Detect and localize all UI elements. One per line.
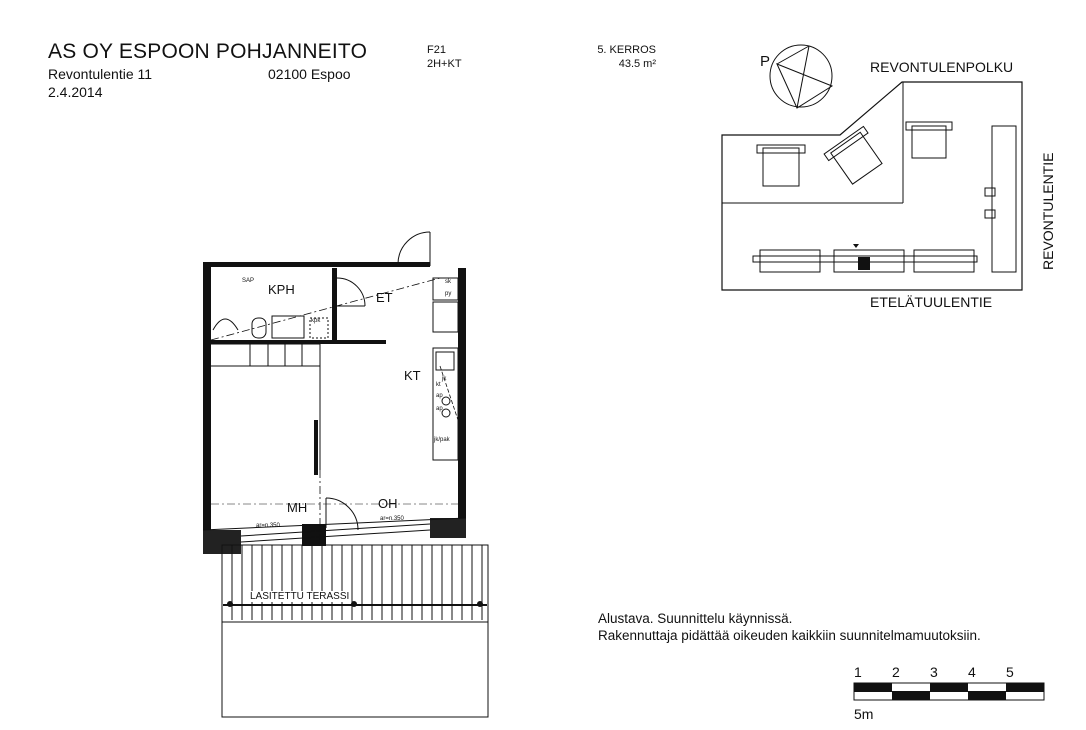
street-address: Revontulentie 11 [48,66,153,82]
north-label: P [760,53,771,70]
floor-label: 5. KERROS [597,44,656,56]
street-etelatuulentie: ETELÄTUULENTIE [870,294,993,310]
terrace-label: LASITETTU TERASSI [250,591,350,602]
scale-tick-5: 5 [1006,664,1014,680]
sill-right: ar=n.350 [380,516,404,522]
scale-tick-1: 1 [854,664,862,680]
scale-bar [854,683,1044,700]
fixture-py: py [445,291,452,297]
floor-plan [203,232,488,717]
fixture-kt: kt [436,382,441,388]
apartment-type: 2H+KT [427,58,462,70]
note-preliminary: Alustava. Suunnittelu käynnissä. [598,611,793,626]
terrace-glazing [232,545,482,620]
room-oh: OH [378,496,398,511]
note-rights: Rakennuttaja pidättää oikeuden kaikkiin suunnitelmamuutoksiin. [598,628,981,643]
apartment-code: F21 [427,44,446,56]
scale-unit: 5m [854,706,874,722]
postal-address: 02100 Espoo [268,66,351,82]
site-plan [722,45,1022,290]
room-mh: MH [287,500,308,515]
street-revontulentie: REVONTULENTIE [1040,152,1056,270]
fixture-sk: sk [445,279,451,285]
scale-tick-3: 3 [930,664,938,680]
drawing-date: 2.4.2014 [48,84,103,100]
fixture-ap: ap [436,393,443,399]
fixture-kpk: kpk [311,318,321,324]
fixture-jk: jk [442,376,447,382]
fixture-jkpak: jk/pak [434,437,450,443]
street-revontulenpolku: REVONTULENPOLKU [870,59,1014,75]
fixture-sap: SAP [242,278,255,284]
room-kph: KPH [268,282,295,297]
area-label: 43.5 m² [618,58,656,70]
sill-left: ar=n.350 [256,523,280,529]
room-kt: KT [404,368,421,383]
project-title: AS OY ESPOON POHJANNEITO [48,40,368,63]
scale-tick-4: 4 [968,664,976,680]
fixture-ap-lower: ap [436,406,443,412]
room-et: ET [376,290,393,305]
scale-tick-2: 2 [892,664,900,680]
